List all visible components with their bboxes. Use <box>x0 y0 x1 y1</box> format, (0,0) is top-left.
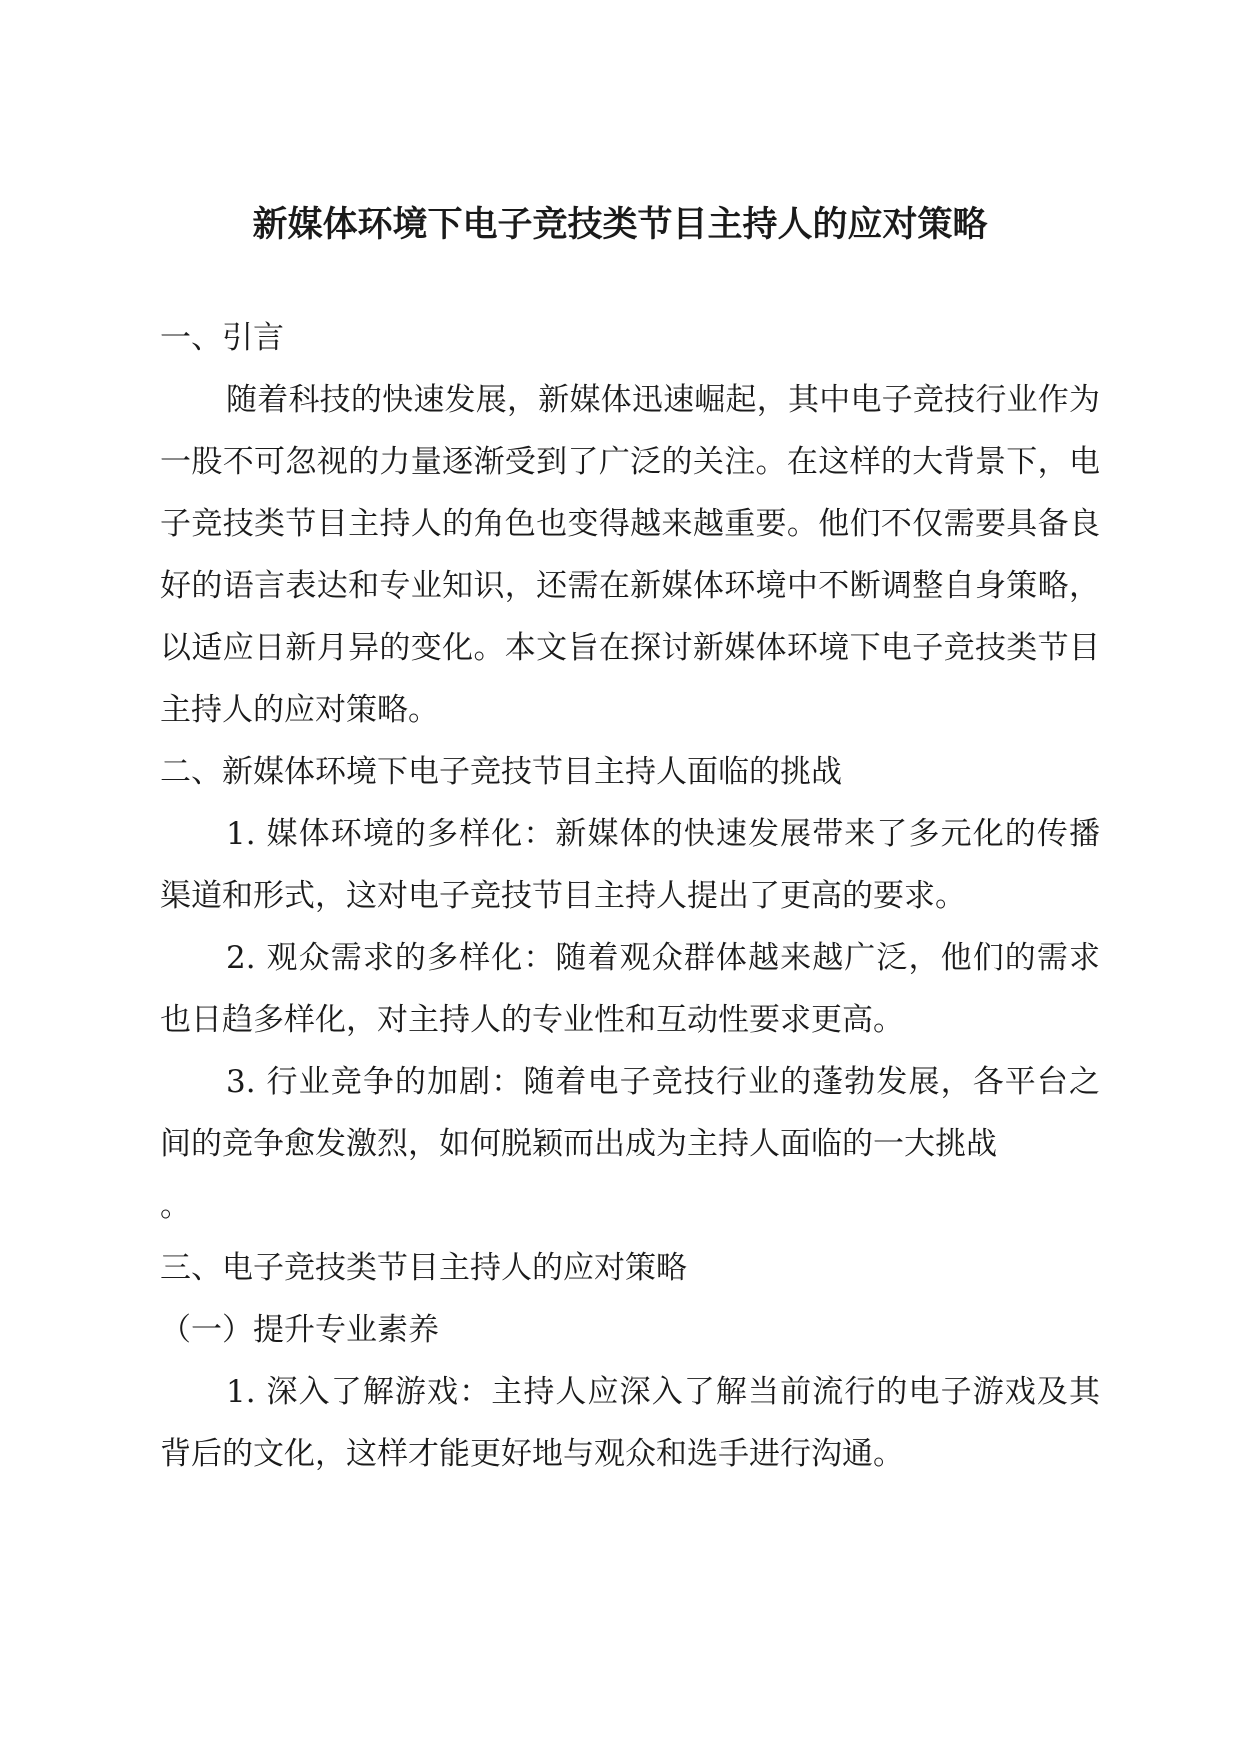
list-item-challenge-3: 3. 行业竞争的加剧：随着电子竞技行业的蓬勃发展，各平台之间的竞争愈发激烈，如何脱颖而出成为主持人面临的一大挑战 <box>160 1064 1100 1162</box>
list-item-challenge-2: 2. 观众需求的多样化：随着观众群体越来越广泛，他们的需求也日趋多样化，对主持人的专业性和互动性要求更高。 <box>160 940 1100 1038</box>
paragraph-introduction: 随着科技的快速发展，新媒体迅速崛起，其中电子竞技行业作为一股不可忽视的力量逐渐受到了广泛的关注。在这样的大背景下，电子竞技类节目主持人的角色也变得越来越重要。他们不仅需要具备良好的语言表达和专业知识，还需在新媒体环境中不断调整自身策略，以适应日新月异的变化。本文旨在探讨新媒体环境下电子竞技类节目主持人的应对策略。 <box>160 382 1100 728</box>
list-item-strategy-1: 1. 深入了解游戏：主持人应深入了解当前流行的电子游戏及其背后的文化，这样才能更好地与观众和选手进行沟通。 <box>160 1374 1100 1472</box>
section-heading-challenges: 二、新媒体环境下电子竞技节目主持人面临的挑战 <box>160 754 842 790</box>
section-heading-introduction: 一、引言 <box>160 320 284 356</box>
document-body <box>160 307 1100 1485</box>
list-item-challenge-1: 1. 媒体环境的多样化：新媒体的快速发展带来了多元化的传播渠道和形式，这对电子竞技节目主持人提出了更高的要求。 <box>160 816 1100 914</box>
trailing-period: 。 <box>160 1188 191 1224</box>
section-heading-strategies: 三、电子竞技类节目主持人的应对策略 <box>160 1250 687 1286</box>
subsection-heading-professional-quality: （一）提升专业素养 <box>160 1312 439 1348</box>
document-title: 新媒体环境下电子竞技类节目主持人的应对策略 <box>252 204 988 245</box>
